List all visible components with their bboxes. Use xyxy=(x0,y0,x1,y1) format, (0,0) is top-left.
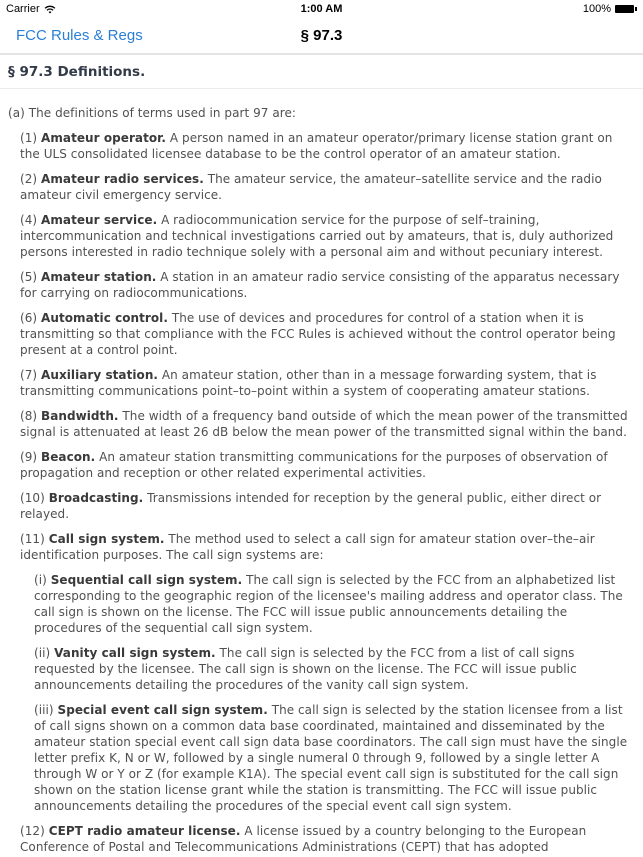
definition-item xyxy=(34,645,635,693)
definition-number: (iii) xyxy=(34,703,54,717)
definition-number: (6) xyxy=(20,311,38,325)
definition-item xyxy=(34,702,635,814)
definitions-list xyxy=(0,130,643,855)
definition-item xyxy=(20,449,635,481)
definition-item xyxy=(34,572,635,636)
definition-term: Auxiliary station. xyxy=(41,368,159,382)
definition-text: The use of devices and procedures for control of a station when it is transmitting so that compliance with the FCC Rules is achieved without the control operator being present at a control point. xyxy=(20,311,616,357)
definition-term: Sequential call sign system. xyxy=(50,573,243,587)
definition-item xyxy=(20,171,635,203)
definition-text: The method used to select a call sign for amateur station over–the–air identification purposes. The call sign systems are: xyxy=(20,532,595,562)
definition-number: (7) xyxy=(20,368,38,382)
definition-term: Call sign system. xyxy=(48,532,165,546)
status-bar xyxy=(0,0,643,20)
carrier-label: Carrier xyxy=(6,3,40,15)
status-right xyxy=(583,3,637,15)
definition-number: (10) xyxy=(20,491,45,505)
definition-number: (12) xyxy=(20,824,45,838)
definition-number: (1) xyxy=(20,131,38,145)
definition-number: (4) xyxy=(20,213,38,227)
definition-number: (2) xyxy=(20,172,38,186)
definition-text: Transmissions intended for reception by the general public, either direct or relayed. xyxy=(20,491,602,521)
definition-term: Beacon. xyxy=(41,450,96,464)
definition-text: An amateur station, other than in a message forwarding system, that is transmitting communications point–to–point within a system of cooperating amateur stations. xyxy=(20,368,597,398)
definition-number: (5) xyxy=(20,270,38,284)
definition-term: Vanity call sign system. xyxy=(54,646,216,660)
definition-item xyxy=(20,212,635,260)
definition-item xyxy=(20,310,635,358)
definition-term: Amateur radio services. xyxy=(41,172,204,186)
definition-text: The amateur service, the amateur–satellite service and the radio amateur civil emergency service. xyxy=(20,172,602,202)
definition-term: Amateur service. xyxy=(41,213,158,227)
definition-item xyxy=(20,490,635,522)
definition-item xyxy=(20,130,635,162)
definition-term: Amateur station. xyxy=(41,270,157,284)
content-scroll-area[interactable] xyxy=(0,55,643,857)
definition-number: (9) xyxy=(20,450,38,464)
definition-term: Amateur operator. xyxy=(41,131,167,145)
definition-term: Broadcasting. xyxy=(48,491,144,505)
status-time: 1:00 AM xyxy=(300,3,343,15)
back-button[interactable]: FCC Rules & Regs xyxy=(16,27,143,44)
definition-item xyxy=(20,823,635,855)
definition-number: (i) xyxy=(34,573,47,587)
definition-number: (8) xyxy=(20,409,38,423)
definition-term: Special event call sign system. xyxy=(57,703,268,717)
definition-text: A license issued by a country belonging to the European Conference of Postal and Telecommunications Administrations (CEPT) that has adopted xyxy=(20,824,587,854)
definition-text: The width of a frequency band outside of which the mean power of the transmitted signal is attenuated at least 26 dB below the mean power of the transmitted signal within the band. xyxy=(20,409,628,439)
definition-item xyxy=(20,269,635,301)
battery-percent: 100% xyxy=(582,3,611,15)
section-heading: § 97.3 Definitions. xyxy=(0,55,643,89)
definition-item xyxy=(20,367,635,399)
definition-term: CEPT radio amateur license. xyxy=(48,824,241,838)
definition-number: (11) xyxy=(20,532,45,546)
definition-text: A radiocommunication service for the purpose of self–training, intercommunication and technical investigations carried out by amateurs, that is, duly authorized persons interested in radio technique solely with a personal aim and without pecuniary interest. xyxy=(20,213,614,259)
nav-title xyxy=(0,27,643,44)
definition-term: Bandwidth. xyxy=(41,409,119,423)
definition-text: A station in an amateur radio service consisting of the apparatus necessary for carrying on radiocommunications. xyxy=(20,270,620,300)
definition-text: The call sign is selected by the station licensee from a list of call signs shown on a common data base coordinated, maintained and disseminated by the amateur station special event call sign data base coordinators. The call sign must have the single letter prefix K, N or W, followed by a single numeral 0 through 9, followed by a single letter A through W or Y or Z (for example K1A). The special event call sign is substituted for the call sign shown on the station license grant while the station is transmitting. The FCC will issue public announcements detailing the procedures of the special event call sign system. xyxy=(34,703,628,813)
definition-text: The call sign is selected by the FCC from a list of call signs requested by the licensee. The call sign is shown on the license. The FCC will issue public announcements detailing the procedures of the vanity call sign system. xyxy=(34,646,577,692)
definition-text: An amateur station transmitting communications for the purposes of observation of propagation and reception or other related experimental activities. xyxy=(20,450,608,480)
battery-icon xyxy=(615,5,637,14)
definition-term: Automatic control. xyxy=(41,311,168,325)
navigation-bar xyxy=(0,20,643,55)
intro-paragraph: (a) The definitions of terms used in part 97 are: xyxy=(8,106,296,120)
definition-text: A person named in an amateur operator/primary license station grant on the ULS consolidated licensee database to be the control operator of an amateur station. xyxy=(20,131,613,161)
nav-title-text: § 97.3 xyxy=(300,27,343,44)
definition-text: The call sign is selected by the FCC from an alphabetized list corresponding to the geographic region of the licensee's mailing address and operator class. The call sign is shown on the license. The FCC will issue public announcements detailing the procedures of the sequential call sign system. xyxy=(34,573,623,635)
definition-item xyxy=(20,408,635,440)
definition-item xyxy=(20,531,635,563)
definition-number: (ii) xyxy=(34,646,51,660)
